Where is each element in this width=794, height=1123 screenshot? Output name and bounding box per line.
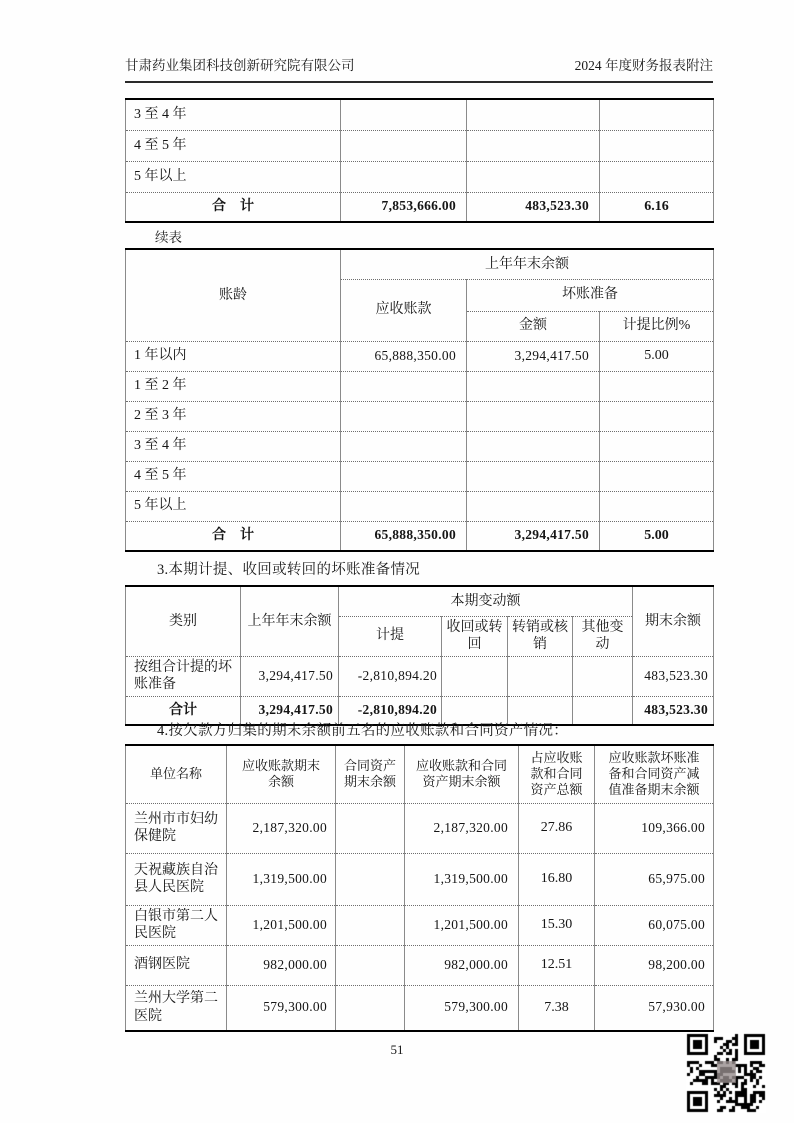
contract-cell (336, 803, 405, 853)
table-row (126, 161, 714, 192)
recovered-header-cell: 收回或转回 (442, 616, 508, 656)
ratio-cell (600, 431, 714, 461)
pct-cell: 15.30 (519, 905, 595, 945)
contract-ending-header-cell: 合同资产期末余额 (336, 745, 405, 803)
amount-cell: 3,294,417.50 (467, 521, 600, 551)
prior-cell: 3,294,417.50 (241, 696, 339, 725)
combined-cell: 1,319,500.00 (405, 853, 519, 905)
receivable-cell: 7,853,666.00 (341, 192, 467, 222)
contract-cell (336, 985, 405, 1031)
header-doc-title: 2024 年度财务报表附注 (574, 58, 713, 73)
ratio-header-cell: 计提比例% (600, 311, 714, 341)
aging-label-cell: 2 至 3 年 (126, 401, 341, 431)
prior-balance-header-cell: 上年年末余额 (241, 586, 339, 656)
receivable-cell: 65,888,350.00 (341, 521, 467, 551)
ratio-cell: 6.16 (600, 192, 714, 222)
unit-cell: 天祝藏族自治县人民医院 (126, 853, 227, 905)
provision-cell: 98,200.00 (595, 945, 714, 985)
section4-title: 4.按欠款方归集的期末余额前五名的应收账款和合同资产情况： (157, 723, 569, 739)
receivable-cell (341, 401, 467, 431)
accrual-cell: -2,810,894.20 (339, 696, 442, 725)
table-row (126, 130, 714, 161)
receivable-cell (341, 491, 467, 521)
table-row (126, 491, 714, 521)
ending-balance-header-cell: 期末余额 (633, 586, 714, 656)
ar-ending-header-cell: 应收账款期末余额 (227, 745, 336, 803)
table-row (126, 803, 714, 853)
aging-label-cell: 1 至 2 年 (126, 371, 341, 401)
table-row (126, 99, 714, 130)
bad-debt-cell (467, 161, 600, 192)
pct-cell: 16.80 (519, 853, 595, 905)
ratio-cell (600, 461, 714, 491)
table-row (126, 431, 714, 461)
category-cell: 按组合计提的坏账准备 (126, 656, 241, 696)
aging-label-cell: 4 至 5 年 (126, 130, 341, 161)
provision-header-cell: 应收账款坏账准备和合同资产减值准备期末余额 (595, 745, 714, 803)
table-row (126, 341, 714, 371)
unit-cell: 兰州市市妇幼保健院 (126, 803, 227, 853)
total-row (126, 521, 714, 551)
provision-cell: 60,075.00 (595, 905, 714, 945)
total-label-cell: 合计 (126, 696, 241, 725)
header-company: 甘肃药业集团科技创新研究院有限公司 (125, 58, 355, 73)
accrual-header-cell: 计提 (339, 616, 442, 656)
aging-label-cell: 3 至 4 年 (126, 99, 341, 130)
combined-cell: 579,300.00 (405, 985, 519, 1031)
ar-cell: 1,319,500.00 (227, 853, 336, 905)
ending-cell: 483,523.30 (633, 696, 714, 725)
ratio-cell (600, 401, 714, 431)
bad-debt-cell: 483,523.30 (467, 192, 600, 222)
receivable-cell (341, 371, 467, 401)
page-number: 51 (390, 1042, 404, 1057)
table-row (126, 905, 714, 945)
pct-header-cell: 占应收账款和合同资产总额 (519, 745, 595, 803)
amount-cell (467, 461, 600, 491)
ar-cell: 579,300.00 (227, 985, 336, 1031)
aging-table-prior (125, 248, 714, 552)
combined-cell: 2,187,320.00 (405, 803, 519, 853)
amount-cell (467, 401, 600, 431)
receivable-cell (341, 431, 467, 461)
aging-label-cell: 5 年以上 (126, 161, 341, 192)
ar-cell: 982,000.00 (227, 945, 336, 985)
prior-balance-header-cell: 上年年末余额 (341, 249, 714, 279)
table-row (126, 401, 714, 431)
combined-ending-header-cell: 应收账款和合同资产期末余额 (405, 745, 519, 803)
provision-cell: 57,930.00 (595, 985, 714, 1031)
receivable-cell (341, 161, 467, 192)
amount-cell: 3,294,417.50 (467, 341, 600, 371)
table-row (126, 985, 714, 1031)
table-row (126, 461, 714, 491)
amount-cell (467, 371, 600, 401)
pct-cell: 7.38 (519, 985, 595, 1031)
combined-cell: 982,000.00 (405, 945, 519, 985)
header-row (126, 586, 714, 616)
total-label-cell: 合 计 (126, 192, 341, 222)
amount-cell (467, 431, 600, 461)
table-row (126, 853, 714, 905)
bad-debt-change-table (125, 585, 714, 726)
receivable-header-cell: 应收账款 (341, 279, 467, 341)
ratio-cell (600, 99, 714, 130)
running-header (125, 54, 713, 83)
table-row (126, 371, 714, 401)
ar-cell: 2,187,320.00 (227, 803, 336, 853)
contract-cell (336, 853, 405, 905)
continued-label: 续表 (155, 230, 182, 245)
ratio-cell: 5.00 (600, 341, 714, 371)
unit-cell: 白银市第二人民医院 (126, 905, 227, 945)
bad-debt-header-cell: 坏账准备 (467, 279, 714, 311)
ratio-cell (600, 371, 714, 401)
aging-label-cell: 4 至 5 年 (126, 461, 341, 491)
bad-debt-cell (467, 99, 600, 130)
contract-cell (336, 905, 405, 945)
other-cell (573, 656, 633, 696)
written-off-cell (508, 656, 573, 696)
written-off-header-cell: 转销或核销 (508, 616, 573, 656)
contract-cell (336, 945, 405, 985)
other-cell (573, 696, 633, 725)
bad-debt-cell (467, 130, 600, 161)
ar-cell: 1,201,500.00 (227, 905, 336, 945)
receivable-cell (341, 130, 467, 161)
prior-cell: 3,294,417.50 (241, 656, 339, 696)
ratio-cell (600, 130, 714, 161)
aging-label-cell: 1 年以内 (126, 341, 341, 371)
aging-table-current (125, 98, 714, 223)
accrual-cell: -2,810,894.20 (339, 656, 442, 696)
section3-title: 3.本期计提、收回或转回的坏账准备情况 (157, 562, 421, 578)
header-row (126, 745, 714, 803)
receivable-cell (341, 99, 467, 130)
recovered-cell (442, 656, 508, 696)
pct-cell: 12.51 (519, 945, 595, 985)
table-row (126, 656, 714, 696)
amount-header-cell: 金额 (467, 311, 600, 341)
aging-label-cell: 3 至 4 年 (126, 431, 341, 461)
receivable-cell: 65,888,350.00 (341, 341, 467, 371)
category-header-cell: 类别 (126, 586, 241, 656)
header-row (126, 249, 714, 279)
ratio-cell: 5.00 (600, 521, 714, 551)
aging-header-cell: 账龄 (126, 249, 341, 341)
top-debtors-table (125, 744, 714, 1032)
provision-cell: 65,975.00 (595, 853, 714, 905)
amount-cell (467, 491, 600, 521)
ratio-cell (600, 161, 714, 192)
receivable-cell (341, 461, 467, 491)
pct-cell: 27.86 (519, 803, 595, 853)
change-group-header-cell: 本期变动额 (339, 586, 633, 616)
unit-cell: 兰州大学第二医院 (126, 985, 227, 1031)
ratio-cell (600, 491, 714, 521)
unit-header-cell: 单位名称 (126, 745, 227, 803)
other-header-cell: 其他变动 (573, 616, 633, 656)
ending-cell: 483,523.30 (633, 656, 714, 696)
aging-label-cell: 5 年以上 (126, 491, 341, 521)
total-label-cell: 合 计 (126, 521, 341, 551)
provision-cell: 109,366.00 (595, 803, 714, 853)
table-row (126, 945, 714, 985)
qr-code (686, 1033, 766, 1113)
combined-cell: 1,201,500.00 (405, 905, 519, 945)
total-row (126, 192, 714, 222)
unit-cell: 酒钢医院 (126, 945, 227, 985)
